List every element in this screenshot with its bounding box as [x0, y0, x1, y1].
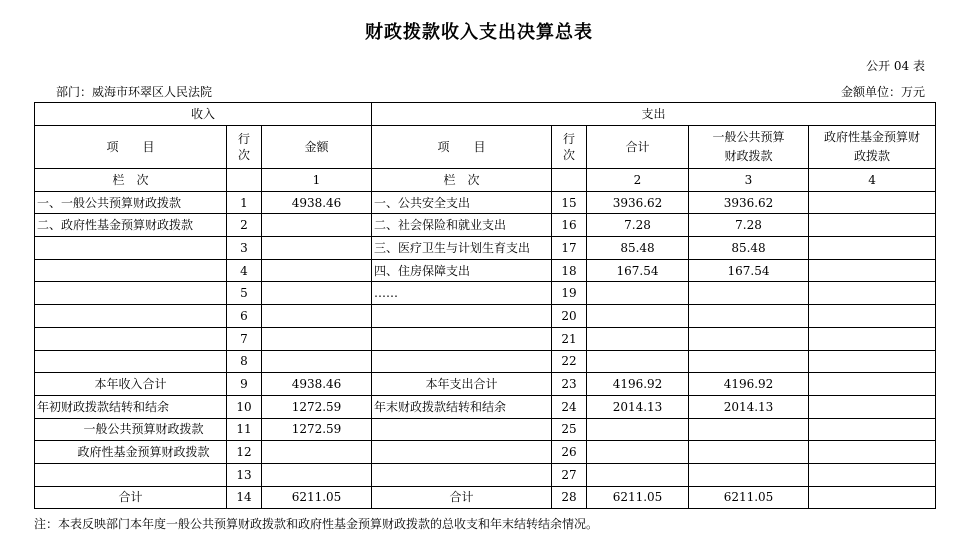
expense-total-cell — [587, 350, 689, 373]
income-item-cell: 二、政府性基金预算财政拨款 — [35, 214, 227, 237]
expense-total-cell: 3936.62 — [587, 191, 689, 214]
expense-item-cell: 二、社会保险和就业支出 — [372, 214, 552, 237]
table-row — [35, 350, 936, 373]
expense-total-cell — [587, 418, 689, 441]
expense-section-header: 支出 — [372, 103, 936, 126]
budget-summary-table — [34, 102, 936, 509]
income-amount-cell — [262, 350, 372, 373]
income-item-cell: 一、一般公共预算财政拨款 — [35, 191, 227, 214]
income-row-no-cell: 14 — [227, 486, 262, 509]
expense-item-cell — [372, 305, 552, 328]
page-title: 财政拨款收入支出决算总表 — [365, 22, 593, 43]
expense-row-no-cell: 26 — [552, 441, 587, 464]
fund-budget-header — [809, 126, 936, 169]
col-index-2: 2 — [587, 169, 689, 192]
income-amount-cell: 4938.46 — [262, 373, 372, 396]
income-amount-cell — [262, 305, 372, 328]
expense-total-cell — [587, 463, 689, 486]
general-budget-cell: 7.28 — [689, 214, 809, 237]
general-budget-cell — [689, 463, 809, 486]
fund-budget-cell — [809, 441, 936, 464]
income-amount-cell — [262, 259, 372, 282]
income-row-no-cell: 9 — [227, 373, 262, 396]
expense-row-no-cell: 25 — [552, 418, 587, 441]
expense-row-no-cell: 27 — [552, 463, 587, 486]
column-index-row — [35, 169, 936, 192]
income-amount-cell — [262, 214, 372, 237]
expense-item-header: 项 目 — [372, 126, 552, 169]
general-budget-cell: 85.48 — [689, 237, 809, 260]
expense-row-no-cell: 15 — [552, 191, 587, 214]
col-label-expense: 栏 次 — [372, 169, 552, 192]
income-row-no-cell: 3 — [227, 237, 262, 260]
expense-row-no-cell: 16 — [552, 214, 587, 237]
fund-budget-cell — [809, 327, 936, 350]
fund-budget-cell — [809, 395, 936, 418]
general-budget-cell — [689, 282, 809, 305]
income-item-cell — [35, 350, 227, 373]
expense-total-cell — [587, 282, 689, 305]
table-row — [35, 305, 936, 328]
table-row — [35, 395, 936, 418]
income-item-cell — [35, 305, 227, 328]
expense-total-cell: 4196.92 — [587, 373, 689, 396]
income-amount-header: 金额 — [262, 126, 372, 169]
general-budget-header — [689, 126, 809, 169]
fund-budget-cell — [809, 237, 936, 260]
fund-budget-cell — [809, 463, 936, 486]
expense-total-cell — [587, 305, 689, 328]
income-amount-cell — [262, 327, 372, 350]
general-budget-cell — [689, 418, 809, 441]
expense-item-cell: 四、住房保障支出 — [372, 259, 552, 282]
fund-budget-cell — [809, 305, 936, 328]
expense-total-cell — [587, 441, 689, 464]
income-item-cell: 合计 — [35, 486, 227, 509]
income-row-no-cell: 7 — [227, 327, 262, 350]
general-budget-text: 一般公共预算财政拨款 — [712, 130, 785, 163]
expense-item-cell: …… — [372, 282, 552, 305]
col-label-income: 栏 次 — [35, 169, 227, 192]
col-index-empty — [552, 169, 587, 192]
expense-row-no-cell: 28 — [552, 486, 587, 509]
col-index-4: 4 — [809, 169, 936, 192]
fund-budget-cell — [809, 373, 936, 396]
general-budget-cell: 2014.13 — [689, 395, 809, 418]
expense-total-cell: 6211.05 — [587, 486, 689, 509]
general-budget-cell: 6211.05 — [689, 486, 809, 509]
col-index-1: 1 — [262, 169, 372, 192]
income-row-no-cell: 6 — [227, 305, 262, 328]
general-budget-cell — [689, 327, 809, 350]
expense-item-cell: 本年支出合计 — [372, 373, 552, 396]
income-item-cell: 一般公共预算财政拨款 — [35, 418, 227, 441]
table-row — [35, 418, 936, 441]
table-row — [35, 214, 936, 237]
table-row — [35, 327, 936, 350]
income-row-no-cell: 11 — [227, 418, 262, 441]
general-budget-cell — [689, 441, 809, 464]
expense-total-cell — [587, 327, 689, 350]
col-index-empty — [227, 169, 262, 192]
income-row-no-cell: 8 — [227, 350, 262, 373]
table-row — [35, 373, 936, 396]
expense-item-cell: 合计 — [372, 486, 552, 509]
expense-row-no-text: 行次 — [562, 132, 575, 162]
expense-total-cell: 7.28 — [587, 214, 689, 237]
fund-budget-text: 政府性基金预算财政拨款 — [824, 130, 921, 163]
fund-budget-cell — [809, 282, 936, 305]
table-row — [35, 259, 936, 282]
table-row — [35, 191, 936, 214]
general-budget-cell — [689, 305, 809, 328]
fund-budget-cell — [809, 191, 936, 214]
income-amount-cell: 1272.59 — [262, 418, 372, 441]
income-amount-cell — [262, 237, 372, 260]
expense-total-cell: 2014.13 — [587, 395, 689, 418]
income-amount-cell — [262, 441, 372, 464]
expense-item-cell — [372, 350, 552, 373]
table-row — [35, 441, 936, 464]
income-amount-cell: 1272.59 — [262, 395, 372, 418]
amount-unit-label: 金额单位：万元 — [840, 85, 925, 99]
income-amount-cell — [262, 463, 372, 486]
income-item-cell — [35, 463, 227, 486]
fund-budget-cell — [809, 214, 936, 237]
expense-row-no-cell: 24 — [552, 395, 587, 418]
expense-row-no-cell: 18 — [552, 259, 587, 282]
table-row — [35, 463, 936, 486]
table-row — [35, 282, 936, 305]
income-item-header: 项 目 — [35, 126, 227, 169]
fund-budget-cell — [809, 259, 936, 282]
income-item-cell: 年初财政拨款结转和结余 — [35, 395, 227, 418]
income-item-cell: 政府性基金预算财政拨款 — [35, 441, 227, 464]
expense-item-cell: 三、医疗卫生与计划生育支出 — [372, 237, 552, 260]
form-number: 公开 04 表 — [866, 59, 925, 73]
expense-row-no-cell: 21 — [552, 327, 587, 350]
footnote: 注：本表反映部门本年度一般公共预算财政拨款和政府性基金预算财政拨款的总收支和年末结转结余情况。 — [34, 517, 599, 531]
income-row-no-cell: 10 — [227, 395, 262, 418]
expense-item-cell: 年末财政拨款结转和结余 — [372, 395, 552, 418]
fund-budget-cell — [809, 350, 936, 373]
income-row-no-cell: 12 — [227, 441, 262, 464]
income-row-no-header — [227, 126, 262, 169]
income-row-no-text: 行次 — [237, 132, 250, 162]
expense-item-cell — [372, 327, 552, 350]
income-amount-cell — [262, 282, 372, 305]
expense-total-header: 合计 — [587, 126, 689, 169]
income-row-no-cell: 4 — [227, 259, 262, 282]
income-row-no-cell: 1 — [227, 191, 262, 214]
section-header-row — [35, 103, 936, 126]
expense-item-cell — [372, 463, 552, 486]
income-row-no-cell: 13 — [227, 463, 262, 486]
expense-row-no-cell: 17 — [552, 237, 587, 260]
table-row — [35, 237, 936, 260]
column-header-row — [35, 126, 936, 169]
expense-row-no-cell: 20 — [552, 305, 587, 328]
income-amount-cell: 6211.05 — [262, 486, 372, 509]
department-label: 部门：威海市环翠区人民法院 — [56, 85, 213, 99]
expense-row-no-cell: 23 — [552, 373, 587, 396]
expense-row-no-header — [552, 126, 587, 169]
general-budget-cell: 3936.62 — [689, 191, 809, 214]
income-item-cell: 本年收入合计 — [35, 373, 227, 396]
expense-row-no-cell: 19 — [552, 282, 587, 305]
expense-total-cell: 85.48 — [587, 237, 689, 260]
fund-budget-cell — [809, 486, 936, 509]
income-row-no-cell: 2 — [227, 214, 262, 237]
income-item-cell — [35, 259, 227, 282]
fund-budget-cell — [809, 418, 936, 441]
expense-total-cell: 167.54 — [587, 259, 689, 282]
table-row — [35, 486, 936, 509]
general-budget-cell: 167.54 — [689, 259, 809, 282]
general-budget-cell — [689, 350, 809, 373]
income-section-header: 收入 — [35, 103, 372, 126]
expense-item-cell — [372, 441, 552, 464]
expense-item-cell — [372, 418, 552, 441]
col-index-3: 3 — [689, 169, 809, 192]
general-budget-cell: 4196.92 — [689, 373, 809, 396]
expense-row-no-cell: 22 — [552, 350, 587, 373]
income-amount-cell: 4938.46 — [262, 191, 372, 214]
income-item-cell — [35, 282, 227, 305]
income-item-cell — [35, 237, 227, 260]
income-item-cell — [35, 327, 227, 350]
income-row-no-cell: 5 — [227, 282, 262, 305]
expense-item-cell: 一、公共安全支出 — [372, 191, 552, 214]
